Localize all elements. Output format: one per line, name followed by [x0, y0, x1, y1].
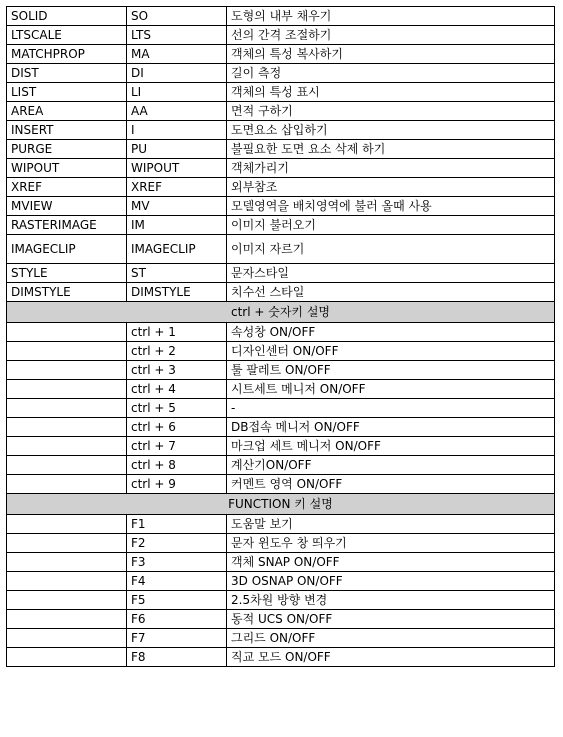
ctrl-key-description-cell: -: [227, 399, 555, 418]
command-alias-cell: IM: [127, 216, 227, 235]
command-table: [6, 6, 555, 667]
function-key-cell: F7: [127, 629, 227, 648]
command-row: [7, 283, 555, 302]
function-section-title: FUNCTION 키 설명: [7, 494, 555, 515]
ctrl-key-row: [7, 418, 555, 437]
function-key-description-cell: 문자 윈도우 창 띄우기: [227, 534, 555, 553]
ctrl-key-description-cell: 커멘트 영역 ON/OFF: [227, 475, 555, 494]
empty-cell: [7, 437, 127, 456]
command-name-cell: XREF: [7, 178, 127, 197]
function-key-cell: F8: [127, 648, 227, 667]
ctrl-key-description-cell: 디자인센터 ON/OFF: [227, 342, 555, 361]
empty-cell: [7, 475, 127, 494]
command-row: [7, 83, 555, 102]
ctrl-key-description-cell: 툴 팔레트 ON/OFF: [227, 361, 555, 380]
ctrl-key-cell: ctrl + 9: [127, 475, 227, 494]
ctrl-key-row: [7, 475, 555, 494]
function-key-row: [7, 553, 555, 572]
function-key-cell: F3: [127, 553, 227, 572]
function-key-description-cell: 객체 SNAP ON/OFF: [227, 553, 555, 572]
command-description-cell: 문자스타일: [227, 264, 555, 283]
function-key-description-cell: 2.5차원 방향 변경: [227, 591, 555, 610]
command-name-cell: DIST: [7, 64, 127, 83]
function-key-cell: F2: [127, 534, 227, 553]
command-row: [7, 235, 555, 264]
command-reference-document: [6, 6, 555, 667]
command-name-cell: INSERT: [7, 121, 127, 140]
command-row: [7, 121, 555, 140]
command-name-cell: STYLE: [7, 264, 127, 283]
command-name-cell: LIST: [7, 83, 127, 102]
command-row: [7, 45, 555, 64]
ctrl-key-row: [7, 437, 555, 456]
empty-cell: [7, 553, 127, 572]
command-name-cell: AREA: [7, 102, 127, 121]
command-name-cell: DIMSTYLE: [7, 283, 127, 302]
command-alias-cell: WIPOUT: [127, 159, 227, 178]
function-key-cell: F4: [127, 572, 227, 591]
function-key-description-cell: 그리드 ON/OFF: [227, 629, 555, 648]
command-alias-cell: MV: [127, 197, 227, 216]
command-name-cell: SOLID: [7, 7, 127, 26]
command-row: [7, 216, 555, 235]
command-name-cell: WIPOUT: [7, 159, 127, 178]
command-name-cell: RASTERIMAGE: [7, 216, 127, 235]
ctrl-key-row: [7, 323, 555, 342]
command-name-cell: MVIEW: [7, 197, 127, 216]
command-alias-cell: SO: [127, 7, 227, 26]
ctrl-section-header: [7, 302, 555, 323]
command-row: [7, 264, 555, 283]
command-description-cell: 불필요한 도면 요소 삭제 하기: [227, 140, 555, 159]
empty-cell: [7, 380, 127, 399]
function-key-row: [7, 648, 555, 667]
ctrl-key-row: [7, 456, 555, 475]
ctrl-key-description-cell: DB접속 메니저 ON/OFF: [227, 418, 555, 437]
function-key-row: [7, 629, 555, 648]
ctrl-key-cell: ctrl + 3: [127, 361, 227, 380]
ctrl-key-description-cell: 속성창 ON/OFF: [227, 323, 555, 342]
command-description-cell: 객체의 특성 복사하기: [227, 45, 555, 64]
empty-cell: [7, 456, 127, 475]
command-row: [7, 140, 555, 159]
command-description-cell: 객체의 특성 표시: [227, 83, 555, 102]
function-key-cell: F1: [127, 515, 227, 534]
ctrl-key-cell: ctrl + 6: [127, 418, 227, 437]
command-row: [7, 102, 555, 121]
empty-cell: [7, 323, 127, 342]
function-key-row: [7, 591, 555, 610]
command-name-cell: MATCHPROP: [7, 45, 127, 64]
function-key-description-cell: 직교 모드 ON/OFF: [227, 648, 555, 667]
command-description-cell: 도형의 내부 채우기: [227, 7, 555, 26]
ctrl-key-row: [7, 342, 555, 361]
empty-cell: [7, 515, 127, 534]
function-key-row: [7, 610, 555, 629]
command-description-cell: 면적 구하기: [227, 102, 555, 121]
command-description-cell: 모델영역을 배치영역에 불러 올때 사용: [227, 197, 555, 216]
command-description-cell: 이미지 자르기: [227, 235, 555, 264]
command-alias-cell: I: [127, 121, 227, 140]
ctrl-key-row: [7, 399, 555, 418]
command-row: [7, 197, 555, 216]
function-key-row: [7, 534, 555, 553]
empty-cell: [7, 572, 127, 591]
ctrl-key-cell: ctrl + 8: [127, 456, 227, 475]
ctrl-key-description-cell: 마크업 세트 메니저 ON/OFF: [227, 437, 555, 456]
empty-cell: [7, 399, 127, 418]
command-description-cell: 이미지 불러오기: [227, 216, 555, 235]
command-row: [7, 159, 555, 178]
empty-cell: [7, 418, 127, 437]
function-key-description-cell: 3D OSNAP ON/OFF: [227, 572, 555, 591]
command-table-body: [7, 7, 555, 667]
empty-cell: [7, 610, 127, 629]
command-alias-cell: LI: [127, 83, 227, 102]
command-alias-cell: DI: [127, 64, 227, 83]
command-row: [7, 7, 555, 26]
command-description-cell: 도면요소 삽입하기: [227, 121, 555, 140]
empty-cell: [7, 591, 127, 610]
command-alias-cell: XREF: [127, 178, 227, 197]
ctrl-key-row: [7, 361, 555, 380]
command-row: [7, 64, 555, 83]
command-description-cell: 객체가리기: [227, 159, 555, 178]
function-section-header: [7, 494, 555, 515]
command-alias-cell: LTS: [127, 26, 227, 45]
command-description-cell: 외부참조: [227, 178, 555, 197]
command-name-cell: LTSCALE: [7, 26, 127, 45]
function-key-row: [7, 572, 555, 591]
ctrl-key-cell: ctrl + 7: [127, 437, 227, 456]
command-alias-cell: AA: [127, 102, 227, 121]
command-description-cell: 치수선 스타일: [227, 283, 555, 302]
ctrl-key-description-cell: 계산기ON/OFF: [227, 456, 555, 475]
command-description-cell: 길이 측정: [227, 64, 555, 83]
empty-cell: [7, 342, 127, 361]
command-description-cell: 선의 간격 조절하기: [227, 26, 555, 45]
empty-cell: [7, 534, 127, 553]
command-alias-cell: PU: [127, 140, 227, 159]
function-key-cell: F6: [127, 610, 227, 629]
function-key-cell: F5: [127, 591, 227, 610]
empty-cell: [7, 361, 127, 380]
function-key-row: [7, 515, 555, 534]
command-row: [7, 26, 555, 45]
command-row: [7, 178, 555, 197]
empty-cell: [7, 648, 127, 667]
ctrl-key-description-cell: 시트세트 메니저 ON/OFF: [227, 380, 555, 399]
function-key-description-cell: 도움말 보기: [227, 515, 555, 534]
empty-cell: [7, 629, 127, 648]
command-alias-cell: DIMSTYLE: [127, 283, 227, 302]
command-alias-cell: MA: [127, 45, 227, 64]
ctrl-key-row: [7, 380, 555, 399]
ctrl-key-cell: ctrl + 2: [127, 342, 227, 361]
ctrl-key-cell: ctrl + 5: [127, 399, 227, 418]
ctrl-key-cell: ctrl + 4: [127, 380, 227, 399]
command-alias-cell: IMAGECLIP: [127, 235, 227, 264]
command-name-cell: PURGE: [7, 140, 127, 159]
ctrl-section-title: ctrl + 숫자키 설명: [7, 302, 555, 323]
command-alias-cell: ST: [127, 264, 227, 283]
command-name-cell: IMAGECLIP: [7, 235, 127, 264]
ctrl-key-cell: ctrl + 1: [127, 323, 227, 342]
function-key-description-cell: 동적 UCS ON/OFF: [227, 610, 555, 629]
